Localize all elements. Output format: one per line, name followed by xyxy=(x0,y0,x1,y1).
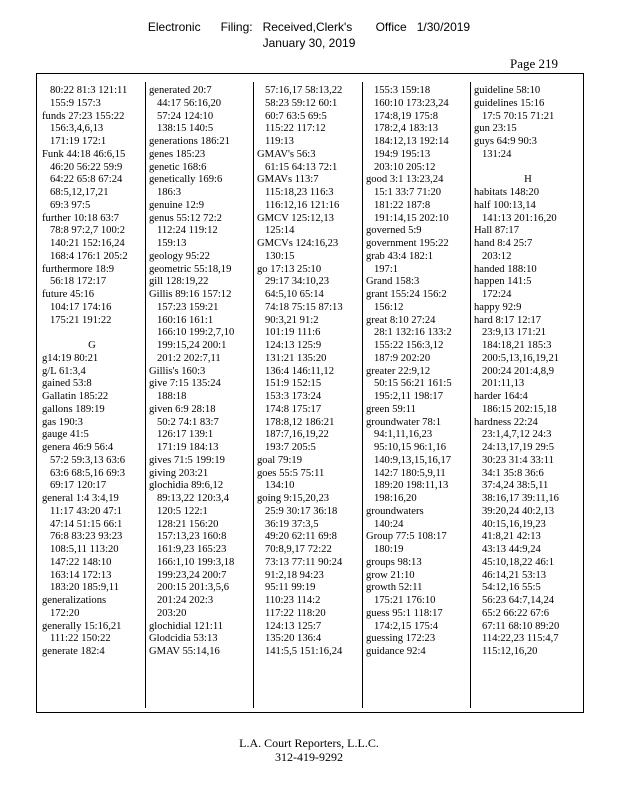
index-entry-line: 91:2,18 94:23 xyxy=(257,569,324,581)
index-entry-line: funds 27:23 155:22 xyxy=(42,110,125,122)
index-entry-line: groups 98:13 xyxy=(366,556,422,568)
index-entry-line: 37:4,24 38:5,11 xyxy=(474,480,549,492)
index-entry-line: Gallatin 185:22 xyxy=(42,391,109,402)
index-entry-line: 186:3 xyxy=(149,187,182,198)
index-entry-line: genetically 169:6 xyxy=(149,174,223,186)
index-entry-line: general 1:4 3:4,19 xyxy=(42,493,119,504)
index-entry-line: guidance 92:4 xyxy=(366,646,426,657)
index-entry-line: 64:22 65:8 67:24 xyxy=(42,174,123,186)
index-entry-line: 175:21 191:22 xyxy=(42,314,112,326)
index-entry-line: 46:20 56:22 59:9 xyxy=(42,161,123,173)
index-entry-line: Funk 44:18 46:6,15 xyxy=(42,148,126,160)
index-entry-line: 43:13 44:9,24 xyxy=(474,544,541,555)
index-entry-line: guidelines 15:16 xyxy=(474,97,545,109)
index-entry-line: 189:20 198:11,13 xyxy=(366,480,449,492)
index-entry-line: g14:19 80:21 xyxy=(42,352,99,364)
index-column-4 xyxy=(366,85,470,705)
index-column-5 xyxy=(474,85,582,705)
index-entry-line: 29:17 34:10,23 xyxy=(257,276,330,288)
page-number: Page 219 xyxy=(509,56,558,71)
index-entry-line: 131:21 135:20 xyxy=(257,352,327,364)
index-entry-line: glochidia 89:6,12 xyxy=(149,480,224,492)
column-divider xyxy=(145,82,146,708)
index-entry-line: habitats 148:20 xyxy=(474,187,540,198)
index-column-1 xyxy=(42,85,142,705)
index-entry-line: 166:1,10 199:3,18 xyxy=(149,556,235,568)
index-entry-line: Hall 87:17 xyxy=(474,225,520,237)
blank-line xyxy=(474,162,582,175)
index-entry-line: 64:5,10 65:14 xyxy=(257,289,324,300)
index-entry-line: furthermore 18:9 xyxy=(42,263,115,275)
index-entry-line: 199:23,24 200:7 xyxy=(149,569,227,581)
index-entry-line: 57:2 59:3,13 63:6 xyxy=(42,454,125,466)
index-entry-line: 115:22 117:12 xyxy=(257,123,326,135)
index-entry-line: 181:22 187:8 xyxy=(366,199,431,211)
index-entry-line: 25:9 30:17 36:18 xyxy=(257,505,338,517)
column-divider xyxy=(470,82,471,708)
index-entry-line: 80:22 81:3 121:11 xyxy=(42,85,128,96)
index-entry-line: hard 8:17 12:17 xyxy=(474,314,542,326)
index-entry-line: 119:13 xyxy=(257,136,294,147)
index-entry-line: 140:24 xyxy=(366,518,404,530)
index-entry-line: 199:15,24 200:1 xyxy=(149,340,227,351)
index-entry-line: 142:7 180:5,9,11 xyxy=(366,467,446,479)
index-entry-line: 89:13,22 120:3,4 xyxy=(149,493,230,504)
index-entry-line: further 10:18 63:7 xyxy=(42,212,120,224)
index-entry-line: genes 185:23 xyxy=(149,148,206,160)
index-entry-line: 61:15 64:13 72:1 xyxy=(257,161,338,173)
index-entry-line: generations 186:21 xyxy=(149,136,230,147)
index-entry-line: gained 53:8 xyxy=(42,378,92,390)
index-entry-line: 186:15 202:15,18 xyxy=(474,403,557,415)
index-entry-line: 41:8,21 42:13 xyxy=(474,531,541,543)
index-entry-line: 56:18 172:17 xyxy=(42,276,107,288)
index-column-3 xyxy=(257,85,362,705)
index-entry-line: GMAVs 113:7 xyxy=(257,174,319,186)
index-entry-line: Glodcidia 53:13 xyxy=(149,633,218,645)
index-entry-line: 200:24 201:4,8,9 xyxy=(474,365,555,377)
index-entry-line: half 100:13,14 xyxy=(474,199,536,211)
index-entry-line: harder 164:4 xyxy=(474,391,528,402)
index-entry-line: 203:12 xyxy=(474,250,512,262)
index-entry-line: g/L 61:3,4 xyxy=(42,365,86,377)
index-entry-line: 65:2 66:22 67:6 xyxy=(474,607,550,619)
index-entry-line: giving 203:21 xyxy=(149,467,209,479)
index-entry-line: 187:9 202:20 xyxy=(366,352,431,364)
index-entry-line: 131:24 xyxy=(474,148,512,160)
index-entry-line: 17:5 70:15 71:21 xyxy=(474,110,555,122)
index-entry-line: green 59:11 xyxy=(366,403,416,415)
index-entry-line: 159:13 xyxy=(149,238,187,249)
index-entry-line: 115:12,16,20 xyxy=(474,646,538,657)
index-entry-line: 70:8,9,17 72:22 xyxy=(257,544,332,555)
index-entry-line: grant 155:24 156:2 xyxy=(366,289,447,300)
index-entry-line: 40:15,16,19,23 xyxy=(474,518,546,530)
index-entry-line: GMCV 125:12,13 xyxy=(257,212,334,224)
index-entry-line: 187:7,16,19,22 xyxy=(257,429,329,441)
index-entry-line: genuine 12:9 xyxy=(149,199,205,211)
index-entry-line: 108:5,11 113:20 xyxy=(42,544,119,555)
index-entry-line: 128:21 156:20 xyxy=(149,518,219,530)
index-entry-line: go 17:13 25:10 xyxy=(257,263,322,275)
index-entry-line: 201:11,13 xyxy=(474,378,525,390)
index-entry-line: GMCVs 124:16,23 xyxy=(257,238,339,249)
index-entry-line: guideline 58:10 xyxy=(474,85,541,96)
index-entry-line: generalizations xyxy=(42,595,107,606)
index-entry-line: 180:19 xyxy=(366,544,404,555)
index-entry-line: 69:17 120:17 xyxy=(42,480,107,492)
index-entry-line: 11:17 43:20 47:1 xyxy=(42,505,122,517)
index-entry-line: 76:8 83:23 93:23 xyxy=(42,531,123,543)
index-entry-line: 69:3 97:5 xyxy=(42,199,91,211)
index-entry-line: 57:16,17 58:13,22 xyxy=(257,85,343,96)
index-entry-line: 15:1 33:7 71:20 xyxy=(366,187,442,198)
index-entry-line: 124:13 125:7 xyxy=(257,620,322,632)
index-entry-line: 67:11 68:10 89:20 xyxy=(474,620,560,632)
index-entry-line: 174:8,19 175:8 xyxy=(366,110,439,122)
column-divider xyxy=(362,82,363,708)
index-entry-line: 191:14,15 202:10 xyxy=(366,212,449,224)
column-divider xyxy=(253,82,254,708)
index-entry-line: 56:23 64:7,14,24 xyxy=(474,595,555,606)
index-entry-line: give 7:15 135:24 xyxy=(149,378,221,390)
index-entry-line: 140:9,13,15,16,17 xyxy=(366,454,452,466)
index-entry-line: guessing 172:23 xyxy=(366,633,436,645)
index-entry-line: hand 8:4 25:7 xyxy=(474,238,533,249)
index-entry-line: 172:20 xyxy=(42,607,80,619)
index-entry-line: 38:16,17 39:11,16 xyxy=(474,493,559,504)
index-entry-line: guess 95:1 118:17 xyxy=(366,607,443,619)
index-entry-line: 135:20 136:4 xyxy=(257,633,322,645)
index-entry-line: 201:2 202:7,11 xyxy=(149,352,221,364)
index-entry-line: gun 23:15 xyxy=(474,123,517,135)
index-entry-line: 74:18 75:15 87:13 xyxy=(257,301,343,313)
index-entry-line: guys 64:9 90:3 xyxy=(474,136,537,147)
index-entry-line: 155:22 156:3,12 xyxy=(366,340,444,351)
index-entry-line: given 6:9 28:18 xyxy=(149,403,216,415)
blank-line xyxy=(42,327,142,340)
index-entry-line: glochidial 121:11 xyxy=(149,620,224,632)
index-entry-line: grow 21:10 xyxy=(366,569,415,581)
index-entry-line: growth 52:11 xyxy=(366,582,423,594)
index-entry-line: 114:22,23 115:4,7 xyxy=(474,633,559,645)
index-entry-line: genus 55:12 72:2 xyxy=(149,212,222,224)
index-entry-line: 134:10 xyxy=(257,480,295,492)
index-entry-line: geometric 55:18,19 xyxy=(149,263,232,275)
index-entry-line: 166:10 199:2,7,10 xyxy=(149,327,235,339)
index-entry-line: 194:9 195:13 xyxy=(366,148,431,160)
index-entry-line: generally 15:16,21 xyxy=(42,620,122,632)
index-entry-line: 184:18,21 185:3 xyxy=(474,340,552,351)
index-entry-line: 203:20 xyxy=(149,607,187,619)
index-column-2 xyxy=(149,85,252,705)
index-entry-line: gauge 41:5 xyxy=(42,429,89,441)
index-entry-line: 49:20 62:11 69:8 xyxy=(257,531,337,543)
index-entry-line: Gillis's 160:3 xyxy=(149,365,206,377)
index-entry-line: gill 128:19,22 xyxy=(149,276,209,288)
index-entry-line: 57:24 124:10 xyxy=(149,110,214,122)
index-entry-line: goal 79:19 xyxy=(257,454,303,466)
index-entry-line: 117:22 118:20 xyxy=(257,607,326,619)
index-entry-line: 23:9,13 171:21 xyxy=(474,327,547,339)
index-entry-line: genera 46:9 56:4 xyxy=(42,442,114,453)
index-entry-line: gallons 189:19 xyxy=(42,403,105,415)
index-entry-line: 95:10,15 96:1,16 xyxy=(366,442,447,453)
index-entry-line: 174:2,15 175:4 xyxy=(366,620,439,632)
index-entry-line: goes 55:5 75:11 xyxy=(257,467,325,479)
index-entry-line: generate 182:4 xyxy=(42,646,105,657)
index-entry-line: 172:24 xyxy=(474,289,512,300)
index-entry-line: 168:4 176:1 205:2 xyxy=(42,250,128,262)
index-entry-line: generated 20:7 xyxy=(149,85,212,96)
index-entry-line: 183:20 185:9,11 xyxy=(42,582,120,594)
index-entry-line: 130:15 xyxy=(257,250,295,262)
index-entry-line: gives 71:5 199:19 xyxy=(149,454,225,466)
index-entry-line: 39:20,24 40:2,13 xyxy=(474,505,555,517)
index-entry-line: 23:1,4,7,12 24:3 xyxy=(474,429,552,441)
index-entry-line: geology 95:22 xyxy=(149,250,210,262)
index-entry-line: happy 92:9 xyxy=(474,301,522,313)
index-entry-line: 175:21 176:10 xyxy=(366,595,436,606)
index-entry-line: 178:2,4 183:13 xyxy=(366,123,439,135)
index-entry-line: handed 188:10 xyxy=(474,263,537,275)
index-entry-line: 141:13 201:16,20 xyxy=(474,212,557,224)
index-entry-line: 111:22 150:22 xyxy=(42,633,111,645)
index-entry-line: 30:23 31:4 33:11 xyxy=(474,454,554,466)
index-entry-line: 45:10,18,22 46:1 xyxy=(474,556,555,568)
index-entry-line: 178:8,12 186:21 xyxy=(257,416,335,428)
index-entry-line: 94:1,11,16,23 xyxy=(366,429,433,441)
index-entry-line: government 195:22 xyxy=(366,238,449,249)
index-entry-line: 197:1 xyxy=(366,263,399,275)
index-entry-line: 125:14 xyxy=(257,225,295,237)
index-entry-line: hardness 22:24 xyxy=(474,416,538,428)
index-entry-line: 116:12,16 121:16 xyxy=(257,199,340,211)
index-entry-line: 151:9 152:15 xyxy=(257,378,322,390)
index-entry-line: 101:19 111:6 xyxy=(257,327,321,339)
index-entry-line: 50:15 56:21 161:5 xyxy=(366,378,452,390)
index-entry-line: 104:17 174:16 xyxy=(42,301,112,313)
index-entry-line: 112:24 119:12 xyxy=(149,225,218,237)
index-entry-line: 50:2 74:1 83:7 xyxy=(149,416,219,428)
index-entry-line: 44:17 56:16,20 xyxy=(149,97,222,109)
index-entry-line: 90:3,21 91:2 xyxy=(257,314,319,326)
index-entry-line: 141:5,5 151:16,24 xyxy=(257,646,343,657)
index-entry-line: 174:8 175:17 xyxy=(257,403,322,415)
index-entry-line: 184:12,13 192:14 xyxy=(366,136,449,147)
index-entry-line: 157:13,23 160:8 xyxy=(149,531,227,543)
index-entry-line: 95:11 99:19 xyxy=(257,582,316,594)
index-entry-line: 78:8 97:2,7 100:2 xyxy=(42,225,125,237)
index-entry-line: 136:4 146:11,12 xyxy=(257,365,335,377)
index-entry-line: 124:13 125:9 xyxy=(257,340,322,351)
index-entry-line: GMAV 55:14,16 xyxy=(149,646,220,657)
index-entry-line: 24:13,17,19 29:5 xyxy=(474,442,555,453)
index-entry-line: 195:2,11 198:17 xyxy=(366,391,444,402)
index-entry-line: 188:18 xyxy=(149,391,187,402)
index-entry-line: 126:17 139:1 xyxy=(149,429,214,441)
index-entry-line: 171:19 172:1 xyxy=(42,136,107,147)
index-entry-line: 110:23 114:2 xyxy=(257,595,321,606)
footer-phone: 312-419-9292 xyxy=(275,750,343,764)
index-entry-line: 73:13 77:11 90:24 xyxy=(257,556,343,568)
index-entry-line: 140:21 152:16,24 xyxy=(42,238,125,249)
index-entry-line: 156:3,4,6,13 xyxy=(42,123,104,135)
index-entry-line: 54:12,16 55:5 xyxy=(474,582,541,594)
index-entry-line: 63:6 68:5,16 69:3 xyxy=(42,467,125,479)
index-entry-line: 47:14 51:15 66:1 xyxy=(42,518,123,530)
index-entry-line: 161:9,23 165:23 xyxy=(149,544,227,555)
index-entry-line: 153:3 173:24 xyxy=(257,391,322,402)
index-entry-line: GMAV's 56:3 xyxy=(257,148,316,160)
index-entry-line: 193:7 205:5 xyxy=(257,442,316,453)
index-entry-line: happen 141:5 xyxy=(474,276,532,288)
index-entry-line: 160:10 173:23,24 xyxy=(366,97,449,109)
index-entry-line: 120:5 122:1 xyxy=(149,505,208,517)
index-entry-line: governed 5:9 xyxy=(366,225,422,237)
index-entry-line: groundwaters xyxy=(366,505,424,517)
index-entry-line: 203:10 205:12 xyxy=(366,161,436,173)
index-entry-line: going 9:15,20,23 xyxy=(257,493,330,504)
index-entry-line: 147:22 148:10 xyxy=(42,556,112,568)
index-entry-line: 138:15 140:5 xyxy=(149,123,214,135)
index-entry-line: grab 43:4 182:1 xyxy=(366,250,434,262)
filing-stamp: Electronic Filing: Received,Clerk's Office 1/30/2019 xyxy=(147,20,471,34)
section-letter: H xyxy=(524,174,532,186)
index-entry-line: 160:16 161:1 xyxy=(149,314,214,326)
index-entry-line: 115:18,23 116:3 xyxy=(257,187,334,198)
filing-date: January 30, 2019 xyxy=(262,36,356,50)
index-entry-line: 68:5,12,17,21 xyxy=(42,187,109,198)
index-entry-line: 28:1 132:16 133:2 xyxy=(366,327,452,339)
index-entry-line: gas 190:3 xyxy=(42,416,83,428)
index-entry-line: 198:16,20 xyxy=(366,493,417,504)
footer-company: L.A. Court Reporters, L.L.C. xyxy=(239,736,379,750)
index-entry-line: Grand 158:3 xyxy=(366,276,420,288)
index-entry-line: 171:19 184:13 xyxy=(149,442,219,453)
index-entry-line: 200:15 201:3,5,6 xyxy=(149,582,230,594)
index-entry-line: 155:9 157:3 xyxy=(42,97,101,109)
index-entry-line: 60:7 63:5 69:5 xyxy=(257,110,327,122)
index-entry-line: Group 77:5 108:17 xyxy=(366,531,447,543)
index-entry-line: Gillis 89:16 157:12 xyxy=(149,289,232,300)
index-entry-line: 46:14,21 53:13 xyxy=(474,569,547,581)
index-entry-line: 36:19 37:3,5 xyxy=(257,518,319,530)
index-entry-line: great 8:10 27:24 xyxy=(366,314,436,326)
index-entry-line: greater 22:9,12 xyxy=(366,365,431,377)
index-entry-line: 155:3 159:18 xyxy=(366,85,431,96)
index-entry-line: 201:24 202:3 xyxy=(149,595,214,606)
index-entry-line: 58:23 59:12 60:1 xyxy=(257,97,338,109)
index-entry-line: 157:23 159:21 xyxy=(149,301,219,313)
index-entry-line: 200:5,13,16,19,21 xyxy=(474,352,560,364)
index-entry-line: 34:1 35:8 36:6 xyxy=(474,467,544,479)
index-entry-line: good 3:1 13:23,24 xyxy=(366,174,444,186)
index-entry-line: genetic 168:6 xyxy=(149,161,207,173)
section-letter: G xyxy=(88,340,96,351)
index-entry-line: 163:14 172:13 xyxy=(42,569,112,581)
index-entry-line: groundwater 78:1 xyxy=(366,416,442,428)
index-entry-line: 156:12 xyxy=(366,301,404,313)
index-entry-line: future 45:16 xyxy=(42,289,95,300)
